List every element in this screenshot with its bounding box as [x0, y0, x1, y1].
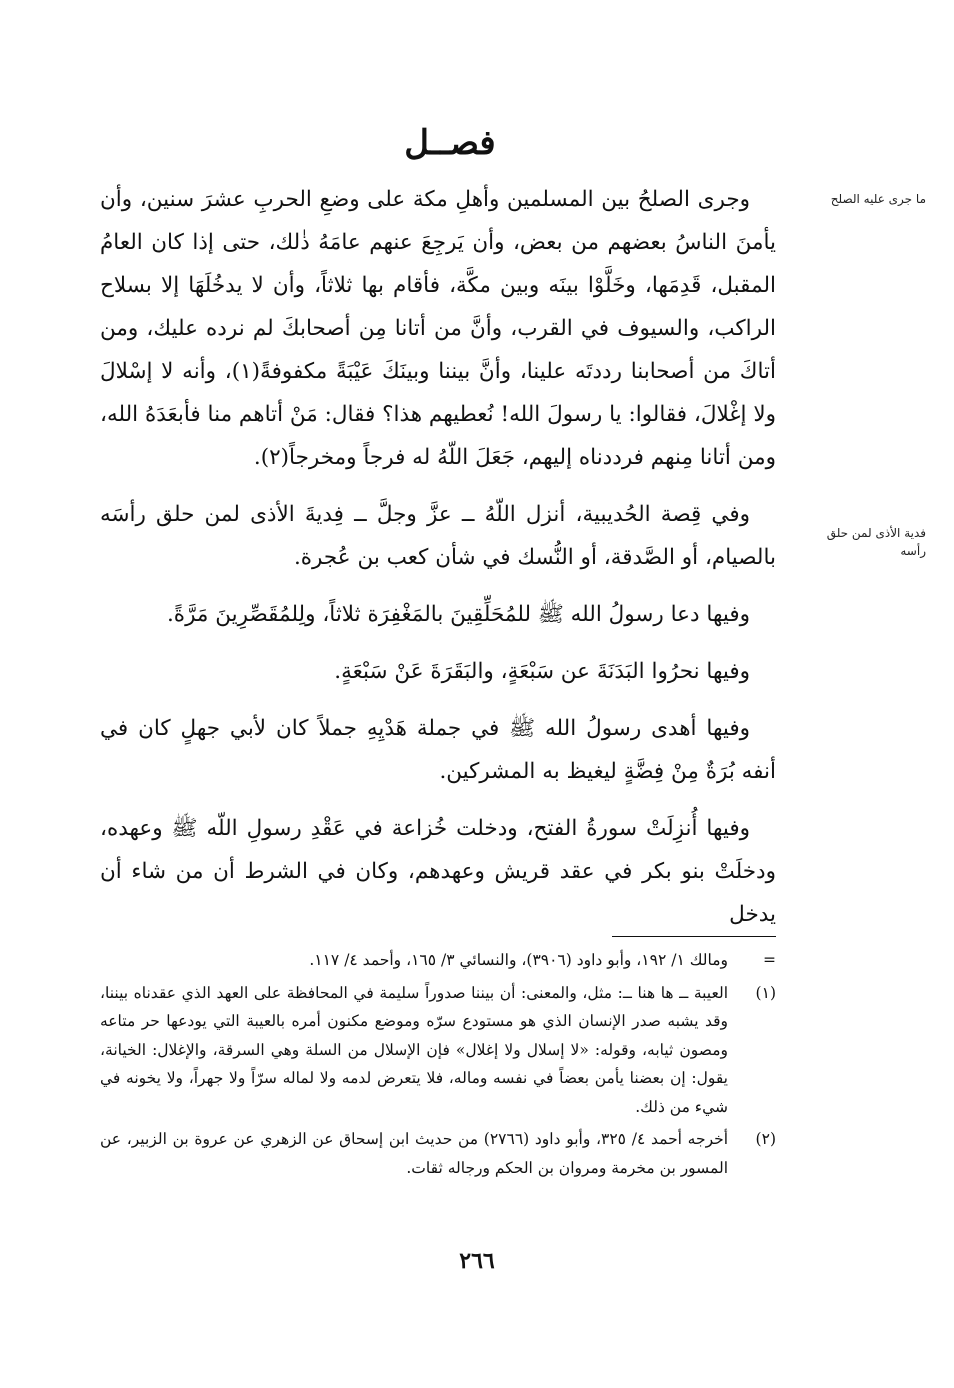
- footnote-1-text: العيبة ــ ها هنا ــ: مثل، والمعنى: أن بيننا صدوراً سليمة في المحافظة على العهد الذي عقدناه بيننا، وقد يشبه صدر الإنسان الذي هو مستودع سرّه وموضع مكنون أمره بالعيبة التي يودعها حر متاعه ومصون ثيابه، وقوله: «لا إسلال ولا إغلال» فإن الإسلال من السلة وهي السرقة، والإغلال: الخيانة، يقول: إن بعضنا يأمن بعضاً في نفسه وماله، فلا يتعرض لدمه ولا لماله سرّاً ولا جهراً، ولا يخونه في شيء من ذلك.: [100, 983, 728, 1116]
- paragraph-fidya: وفي قِصة الحُديبية، أنزل اللّهُ ــ عزَّ وجلَّ ــ فِديةَ الأذى لمن حلق رأسَه بالصيام، أو الصَّدقة، أو النُّسك في شأن كعب بن عُجرة.: [100, 502, 776, 570]
- main-text: [100, 178, 776, 950]
- side-note-fidya: فدية الأذى لمن حلق رأسه: [826, 526, 926, 558]
- paragraph-shaving-prayer: وفيها دعا رسولُ الله ﷺ للمُحَلِّقِينَ بالمَغْفِرَة ثلاثاً، ولِلمُقَصِّرِينَ مَرَّةً.: [166, 602, 750, 627]
- footnote-1: [100, 979, 776, 1122]
- paragraph-surat-al-fath: وفيها أُنزِلَتْ سورةُ الفتح، ودخلت خُزاعة في عَقْدِ رسولِ اللّه ﷺ وعهده، ودخلَتْ بنو بكر في عقد قريش وعهدهم، وكان في الشرط أن من شاء أن يدخل: [100, 816, 776, 927]
- footnote-2-mark: (٢): [755, 1130, 776, 1148]
- continuation-mark: =: [763, 951, 776, 969]
- paragraph-truce: وجرى الصلحُ بين المسلمين وأهلِ مكة على وضعِ الحربِ عشرَ سنين، وأن يأمنَ الناسُ بعضهم من بعض، وأن يَرجِعَ عنهم عامَهُ ذٰلك، حتى إذا كان العامُ المقبل، قَدِمَها، وخَلَّوْا بينَه وبين مكَّة، فأقام بها ثلاثاً، وأن لا يدخُلَهَا إلا بسلاح الراكب، والسيوف في القرب، وأنَّ من أتانا مِن أصحابكَ لم نرده عليك، ومن أتاكَ من أصحابنا رددتَه علينا، وأنَّ بيننا وبينَكَ عَيْبَةً مكفوفةً(١)، وأنه لا إسْلالَ ولا إغْلالَ، فقالوا: يا رسولَ الله! نُعطيهم هذا؟ فقال: مَنْ أتاهم منا فأبعَدَهُ الله، ومن أتانا مِنهم فرددناه إليهم، جَعَلَ اللّهُ له فرجاً ومخرجاً(٢).: [100, 187, 776, 470]
- page-number: ٢٦٦: [459, 1248, 495, 1274]
- paragraph-sacrifice: وفيها نحرُوا البَدَنَةَ عن سَبْعَةٍ، والبَقَرَةَ عَنْ سَبْعَةٍ.: [334, 659, 750, 684]
- side-note-truce-terms: ما جرى عليه الصلح: [830, 192, 926, 206]
- footnote-1-mark: (١): [755, 983, 776, 1002]
- footnote-2: [100, 1125, 776, 1182]
- footnote-divider: [612, 936, 776, 937]
- paragraph-camel-gift: وفيها أهدى رسولُ الله ﷺ في جملة هَدْيِهِ جملاً كان لأبي جهلٍ كان في أنفه بُرَةٌ مِنْ فِضَّةٍ ليغيظ به المشركين.: [100, 716, 776, 784]
- footnote-2-text: أخرجه أحمد ٤/ ٣٢٥، وأبو داود (٢٧٦٦) من حديث ابن إسحاق عن الزهري عن عروة بن الزبير، عن المسور بن مخرمة ومروان بن الحكم ورجاله ثقات.: [100, 1130, 729, 1177]
- footnote-continuation: [100, 946, 776, 975]
- chapter-title: فصــل: [404, 123, 496, 163]
- footnote-continuation-text: ومالك ١/ ١٩٢، وأبو داود (٣٩٠٦)، والنسائي ٣/ ١٦٥، وأحمد ٤/ ١١٧.: [309, 951, 728, 969]
- footnotes: [100, 946, 776, 1186]
